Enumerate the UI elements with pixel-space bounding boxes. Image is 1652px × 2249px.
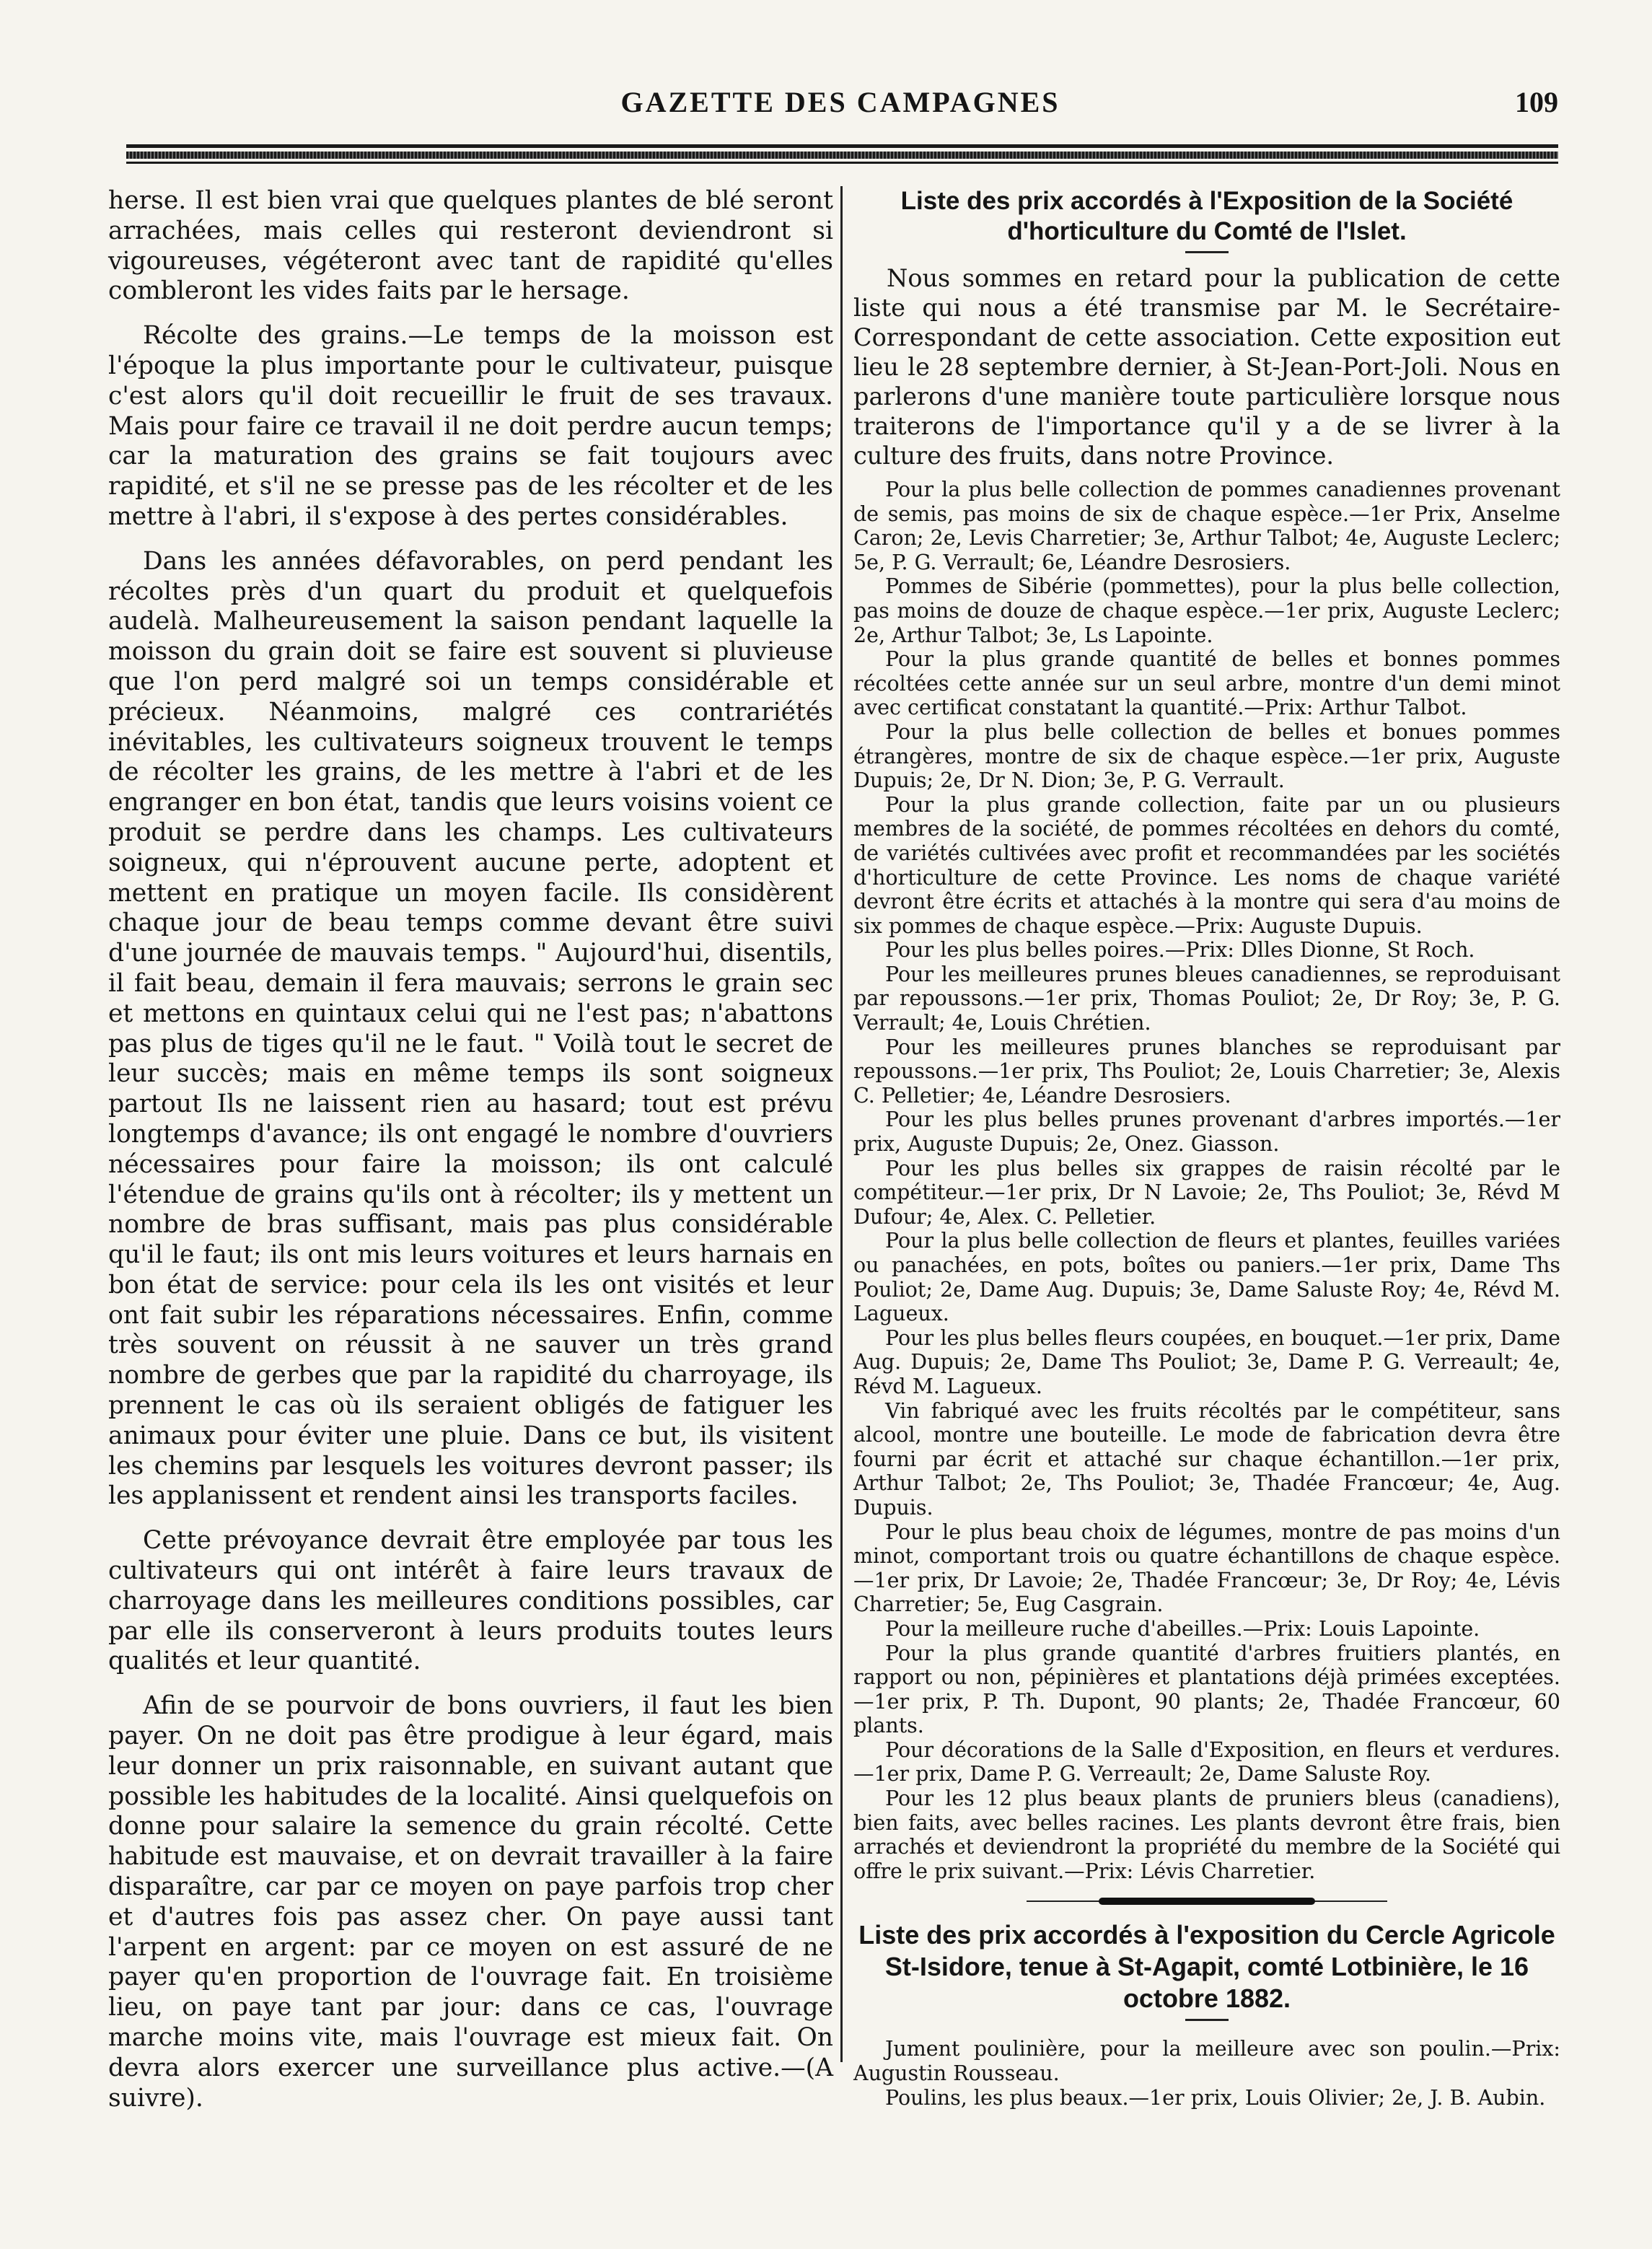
prize-entry: Pour la plus belle collection de belles et bonues pommes étrangères, montre de six de chaque espèce.—1er prix, Auguste Dupuis; 2e, Dr N. Dion; 3e, P. G. Verrault. bbox=[853, 719, 1560, 793]
prize-entry: Pour la plus grande quantité d'arbres fruitiers plantés, en rapport ou non, pépinières et plantations déjà primées exceptées.—1er prix, P. Th. Dupont, 90 plants; 2e, Thadée Francœur, 60 plants. bbox=[853, 1641, 1560, 1738]
prize-entry: Pour le plus beau choix de légumes, montre de pas moins d'un minot, comportant trois ou quatre échantillons de chaque espèce.—1er prix, Dr Lavoie; 2e, Thadée Francœur; 3e, Dr Roy; 4e, Lévis Charretier; 5e, Eug Casgrain. bbox=[853, 1520, 1560, 1617]
article-paragraph: Cette prévoyance devrait être employée par tous les cultivateurs qui ont intérêt à faire leurs travaux de charroyage dans les meilleures conditions possibles, car par elle ils conserveront à leurs produits toutes leurs qualités et leur quantité. bbox=[108, 1526, 833, 1676]
prize-list-section-islet bbox=[853, 186, 1560, 1883]
prize-entry: Pour les plus belles poires.—Prix: Dlles Dionne, St Roch. bbox=[885, 938, 1475, 963]
prize-entry: Pour les plus belles six grappes de raisin récolté par le compétiteur.—1er prix, Dr N Lavoie; 2e, Ths Pouliot; 3e, Révd M Dufour; 4e, Alex. C. Pelletier. bbox=[853, 1156, 1560, 1229]
prize-entry: Pour les meilleures prunes blanches se reproduisant par repoussons.—1er prix, Ths Pouliot; 2e, Louis Charretier; 3e, Alexis C. Pelletier; 4e, Léandre Desrosiers. bbox=[853, 1035, 1560, 1108]
section-title: Liste des prix accordés à l'exposition du Cercle Agricole St-Isidore, tenue à St-Agapit, comté Lotbinière, le 16 octobre 1882. bbox=[858, 1920, 1555, 2014]
prize-entry: Pour la meilleure ruche d'abeilles.—Prix: Louis Lapointe. bbox=[885, 1616, 1480, 1641]
prize-entry: Pour les meilleures prunes bleues canadiennes, se reproduisant par repoussons.—1er prix, Thomas Pouliot; 2e, Dr Roy; 3e, P. G. Verrault; 4e, Louis Chrétien. bbox=[853, 962, 1560, 1035]
page-number: 109 bbox=[1515, 86, 1558, 118]
prize-entry: Poulins, les plus beaux.—1er prix, Louis Olivier; 2e, J. B. Aubin. bbox=[885, 2085, 1546, 2110]
section-separator bbox=[853, 1893, 1560, 1909]
section-title: Liste des prix accordés à l'Exposition de la Société d'horticulture du Comté de l'Islet. bbox=[900, 187, 1513, 245]
prize-entry: Pour la plus grande quantité de belles et bonnes pommes récoltées cette année sur un seul arbre, montre d'un demi minot avec certificat constatant la quantité.—Prix: Arthur Talbot. bbox=[853, 647, 1560, 720]
prize-entry: Pour la plus belle collection de fleurs et plantes, feuilles variées ou panachées, en pots, boîtes ou paniers.—1er prix, Dame Ths Pouliot; 2e, Dame Aug. Dupuis; 3e, Dame Saluste Roy; 4e, Révd M. Lagueux. bbox=[853, 1229, 1560, 1326]
header-rule-bottom bbox=[126, 162, 1558, 164]
publication-title: GAZETTE DES CAMPAGNES bbox=[620, 86, 1060, 118]
prize-entry: Pour les plus belles fleurs coupées, en bouquet.—1er prix, Dame Aug. Dupuis; 2e, Dame Ths Pouliot; 3e, Dame P. G. Verreault; 4e, Révd M. Lagueux. bbox=[853, 1325, 1560, 1398]
article-paragraph: Récolte des grains.—Le temps de la moisson est l'époque la plus importante pour le cultivateur, puisque c'est alors qu'il doit recueillir le fruit de ses travaux. Mais pour faire ce travail il ne doit perdre aucun temps; car la maturation des grains se fait toujours avec rapidité, et s'il ne se presse pas de les récolter et de les mettre à l'abri, il s'expose à des pertes considérables. bbox=[108, 321, 833, 531]
header-rule-top bbox=[126, 144, 1558, 148]
separator-thick-rule bbox=[1099, 1898, 1315, 1905]
prize-entry: Pour les 12 plus beaux plants de pruniers bleus (canadiens), bien faits, avec belles racines. Les plants devront être frais, bien arrachés et deviendront la propriété du membre de la Société qui offre le prix suivant.—Prix: Lévis Charretier. bbox=[853, 1787, 1560, 1883]
title-rule bbox=[1185, 251, 1229, 253]
right-column bbox=[853, 186, 1560, 2110]
title-rule bbox=[1185, 2019, 1229, 2021]
left-column bbox=[108, 186, 833, 2128]
prize-entry: Pour décorations de la Salle d'Exposition, en fleurs et verdures.—1er prix, Dame P. G. Verreault; 2e, Dame Saluste Roy. bbox=[853, 1737, 1560, 1787]
article-paragraph: Dans les années défavorables, on perd pendant les récoltes près d'un quart du produit et quelquefois audelà. Malheureusement la saison pendant laquelle la moisson du grain doit se faire est souvent si pluvieuse que l'on perd malgré soi un temps considérable et précieux. Néanmoins, malgré ces contrariétés inévitables, les cultivateurs soigneux trouvent le temps de récolter les grains, de les mettre à l'abri et de les engranger en bon état, tandis que leurs voisins voient ce produit se perdre dans les champs. Les cultivateurs soigneux, qui n'éprouvent aucune perte, adoptent et mettent en pratique un moyen facile. Ils considèrent chaque jour de beau temps comme devant être suivi d'une journée de mauvais temps. " Aujourd'hui, disentils, il fait beau, demain il fera mauvais; serrons le grain sec et mettons en quintaux celui qui ne l'est pas; n'abattons pas plus de tiges qu'il ne le faut. " Voilà tout le secret de leur succès; mais en même temps ils sont soigneux partout Ils ne laissent rien au hasard; tout est prévu longtemps d'avance; ils ont engagé le nombre d'ouvriers nécessaires pour faire la moisson; ils ont calculé l'étendue de grains qu'ils ont à récolter; ils y mettent un nombre de bras suffisant, mais pas plus considérable qu'il le faut; ils ont mis leurs voitures et leurs harnais en bon état de service: pour cela ils les ont visités et leur ont fait subir les réparations nécessaires. Enfin, comme très souvent on réussit à ne sauver un très grand nombre de gerbes que par la rapidité du charroyage, ils prennent le cas où ils seraient obligés de fatiguer les animaux pour éviter une pluie. Dans ce but, ils visitent les chemins par lesquels les voitures devront passer; ils les applanissent et rendent ainsi les transports faciles. bbox=[108, 546, 833, 1511]
article-paragraph: herse. Il est bien vrai que quelques plantes de blé seront arrachées, mais celles qui resteront deviendront si vigoureuses, végéteront avec tant de rapidité qu'elles combleront les vides faits par le hersage. bbox=[108, 186, 833, 306]
section-intro: Nous sommes en retard pour la publication de cette liste qui nous a été transmise par M. le Secrétaire-Correspondant de cette association. Cette exposition eut lieu le 28 septembre dernier, à St-Jean-Port-Joli. Nous en parlerons d'une manière toute particulière lorsque nous traiterons de l'importance qu'il y a de se livrer à la culture des fruits, dans notre Province. bbox=[853, 264, 1560, 470]
column-divider bbox=[840, 186, 843, 2062]
prize-entry: Pour la plus grande collection, faite par un ou plusieurs membres de la société, de pommes récoltées en dehors du comté, de variétés cultivées avec profit et recommandées par les sociétés d'horticulture de cette Province. Les noms de chaque variété devront être écrits et attachés à la montre qui sera d'au moins de six pommes de chaque espèce.—Prix: Auguste Dupuis. bbox=[853, 792, 1560, 938]
article-paragraph: Afin de se pourvoir de bons ouvriers, il faut les bien payer. On ne doit pas être prodigue à leur égard, mais leur donner un prix raisonnable, en suivant autant que possible les habitudes de la localité. Ainsi quelquefois on donne pour salaire la semence du grain récolté. Cette habitude est mauvaise, et on devrait travailler à la faire disparaître, car par ce moyen on paye parfois trop cher et d'autres fois pas assez cher. On paye aussi tant l'arpent en argent: par ce moyen on est assuré de ne payer qu'en proportion de l'ouvrage fait. En troisième lieu, on paye tant par jour: dans ce cas, l'ouvrage marche moins vite, mais l'ouvrage est mieux fait. On devra alors exercer une surveillance plus active.—(A suivre). bbox=[108, 1691, 833, 2113]
prize-entry: Pour la plus belle collection de pommes canadiennes provenant de semis, pas moins de six de chaque espèce.—1er Prix, Anselme Caron; 2e, Levis Charretier; 3e, Arthur Talbot; 4e, Auguste Leclerc; 5e, P. G. Verrault; 6e, Léandre Desrosiers. bbox=[853, 478, 1560, 574]
header-rule-middle bbox=[126, 152, 1558, 159]
prize-entry: Pommes de Sibérie (pommettes), pour la plus belle collection, pas moins de douze de chaque espèce.—1er prix, Auguste Leclerc; 2e, Arthur Talbot; 3e, Ls Lapointe. bbox=[853, 574, 1560, 647]
page-header bbox=[123, 85, 1558, 128]
prize-entry: Vin fabriqué avec les fruits récoltés par le compétiteur, sans alcool, montre une bouteille. Le mode de fabrication devra être fourni par écrit et attaché sur chaque échantillon.—1er prix, Arthur Talbot; 2e, Ths Pouliot; 3e, Thadée Francœur; 4e, Aug. Dupuis. bbox=[853, 1398, 1560, 1520]
prize-entry: Jument poulinière, pour la meilleure avec son poulin.—Prix: Augustin Rousseau. bbox=[853, 2037, 1560, 2086]
prize-list-section-st-isidore bbox=[853, 1919, 1560, 2110]
prize-entry: Pour les plus belles prunes provenant d'arbres importés.—1er prix, Auguste Dupuis; 2e, Onez. Giasson. bbox=[853, 1108, 1560, 1157]
